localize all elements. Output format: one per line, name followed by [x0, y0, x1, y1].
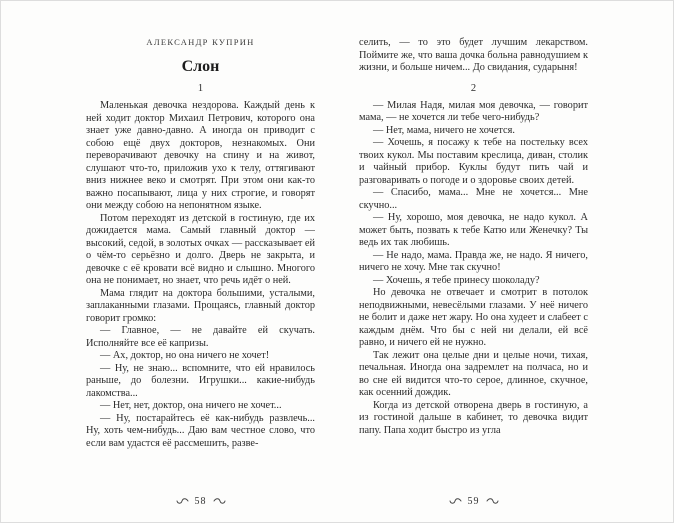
paragraph-continuation: селить, — то это будет лучшим лекарством. Поймите же, что ваша дочка больна равнодушием к жизни, и больше ничем... До свидания, сударыня!	[359, 37, 588, 73]
flourish-icon	[213, 497, 226, 505]
author-header: АЛЕКСАНДР КУПРИН	[146, 37, 255, 47]
paragraph: — Хочешь, я посажу к тебе на постельку всех твоих кукол. Мы поставим креслица, диван, столик и чайный прибор. Куклы будут пить чай и разговаривать о погоде и о здоровье своих детей.	[359, 137, 588, 186]
paragraph: — Не надо, мама. Правда же, не надо. Я ничего, ничего не хочу. Мне так скучно!	[359, 249, 588, 273]
flourish-icon	[449, 497, 462, 505]
paragraph: Так лежит она целые дни и целые ночи, тихая, печальная. Иногда она задремлет на полчаса, но и во сне ей видится что-то серое, длинное, скучное, как осенний дождик.	[359, 349, 588, 398]
paragraph: — Ну, постарайтесь её как-нибудь развлечь... Ну, хоть чем-нибудь... Даю вам честное слово, что если вам удастся её рассмешить, разве-	[86, 412, 315, 449]
page-right	[359, 37, 588, 508]
page-number-left: 58	[194, 495, 207, 507]
paragraph: — Главное, — не давайте ей скучать. Исполняйте все её капризы.	[86, 325, 315, 349]
paragraph: — Спасибо, мама... Мне не хочется... Мне скучно...	[359, 187, 588, 211]
page-left-body	[86, 37, 315, 494]
flourish-icon	[176, 497, 189, 505]
paragraph: Когда из детской отворена дверь в гостиную, а из гостиной дальше в кабинет, то девочка видит папу. Папа ходит быстро из угла	[359, 399, 588, 436]
page-right-body	[359, 37, 588, 494]
story-title: Слон	[181, 58, 220, 75]
paragraph: — Милая Надя, милая моя девочка, — говорит мама, — не хочется ли тебе чего-нибудь?	[359, 99, 588, 123]
paragraph: — Ну, не знаю... вспомните, что ей нравилось раньше, до болезни. Игрушки... какие-нибудь лакомства...	[86, 362, 315, 399]
paragraph: — Ах, доктор, но она ничего не хочет!	[100, 350, 270, 361]
paragraph: Потом переходят из детской в гостиную, где их дожидается мама. Самый главный доктор — высокий, седой, в золотых очках — рассказывает ей о чём-то серьёзно и долго. Дверь не закрыта, и девочке с её кровати всё видно и слышно. Многого она не понимает, но знает, что речь идёт о ней.	[86, 212, 315, 286]
paragraph: Но девочка не отвечает и смотрит в потолок неподвижными, невесёлыми глазами. У неё ничего не болит и даже нет жару. Но она худеет и слабеет с каждым днём. Что бы с ней ни делали, ей всё равно, и ничего ей не нужно.	[359, 287, 588, 348]
section-number-2: 2	[470, 82, 477, 94]
paragraph: — Ну, хорошо, моя девочка, не надо кукол. А может быть, позвать к тебе Катю или Женечку? Ты ведь их так любишь.	[359, 212, 588, 248]
page-left-footer	[86, 494, 315, 508]
page-right-footer	[359, 494, 588, 508]
page-left	[86, 37, 315, 508]
paragraph: Маленькая девочка нездорова. Каждый день к ней ходит доктор Михаил Петрович, которого она знает уже давно-давно. А иногда он приводит с собою ещё двух докторов, незнакомых. Они переворачивают девочку на спину и на живот, слушают что-то, приложив ухо к телу, оттягивают вниз нижнее веко и смотрят. При этом они как-то важно посапывают, лица у них строгие, и говорят они между собою на непонятном языке.	[86, 100, 315, 211]
flourish-icon	[486, 497, 499, 505]
section-number-1: 1	[197, 83, 204, 94]
paragraph: — Хочешь, я тебе принесу шоколаду?	[373, 274, 540, 286]
paragraph: Мама глядит на доктора большими, усталыми, заплаканными глазами. Прощаясь, главный доктор говорит громко:	[86, 287, 315, 324]
paragraph: — Нет, мама, ничего не хочется.	[373, 124, 515, 136]
paragraph: — Нет, нет, доктор, она ничего не хочет...	[100, 400, 282, 411]
page-number-right: 59	[467, 495, 480, 507]
